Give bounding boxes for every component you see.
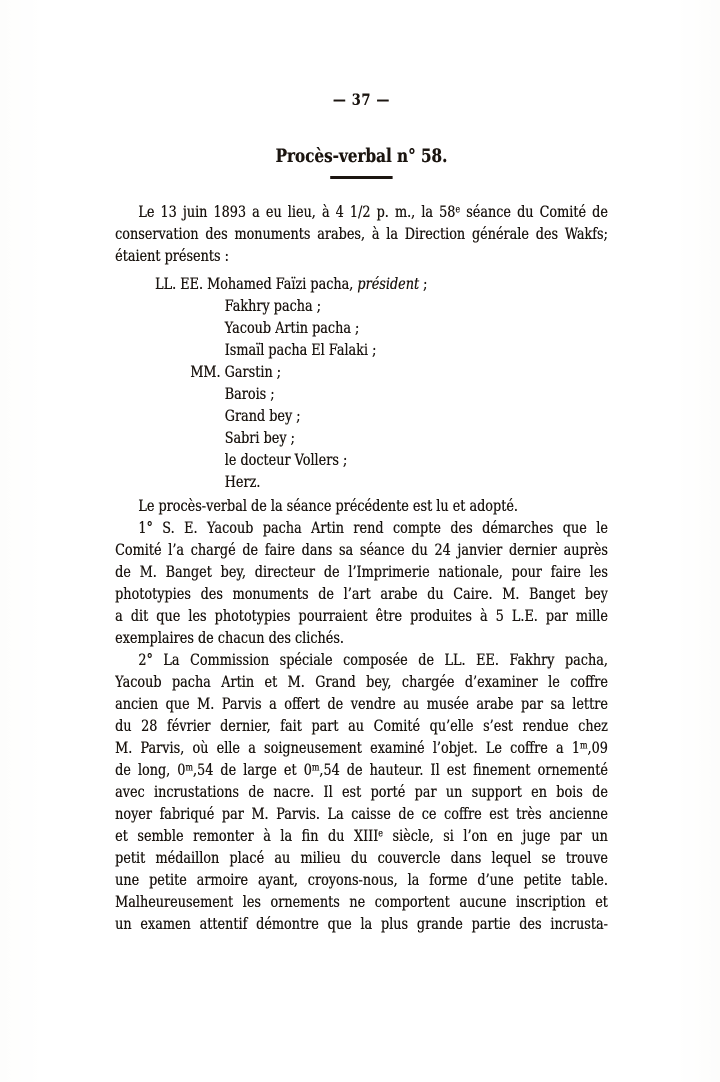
text-line: a dit que les phototypies pourraient être produites à 5 L.E. par mille	[115, 605, 608, 625]
text-line: Le 13 juin 1893 a eu lieu, à 4 1/2 p. m., la 58e séance du Comité de	[138, 201, 608, 221]
text-block	[115, 0, 608, 935]
text-line: exemplaires de chacun des clichés.	[115, 627, 344, 647]
text-line: phototypies des monuments de l’art arabe du Caire. M. Banget bey	[115, 583, 608, 603]
text-line: Malheureusement les ornements ne comportent aucune inscription et	[115, 891, 608, 911]
text-line: Yacoub pacha Artin et M. Grand bey, chargée d’examiner le coffre	[115, 671, 608, 691]
paragraph-adoption	[115, 495, 608, 517]
text-line: Barois ;	[224, 383, 275, 403]
text-line: du 28 février dernier, fait part au Comité qu’elle s’est rendue chez	[115, 715, 608, 735]
text-line: Fakhry pacha ;	[224, 295, 321, 315]
title-rule-divider	[330, 176, 392, 179]
text-line: un examen attentif démontre que la plus grande partie des incrusta-	[115, 913, 608, 933]
text-line: noyer fabriqué par M. Parvis. La caisse de ce coffre est très ancienne	[115, 803, 608, 823]
text-line: étaient présents :	[115, 245, 229, 265]
paragraph-item-2	[115, 649, 608, 935]
text-line: Sabri bey ;	[224, 427, 295, 447]
text-line: petit médaillon placé au milieu du couvercle dans lequel se trouve	[115, 847, 608, 867]
document-title: Procès-verbal n° 58.	[275, 145, 448, 167]
text-line: M. Parvis, où elle a soigneusement examiné l’objet. Le coffre a 1$^m$,09	[115, 737, 608, 757]
text-line: Grand bey ;	[224, 405, 301, 425]
text-line: LL. EE. Mohamed Faïzi pacha, président ;	[155, 273, 428, 293]
text-line: 1° S. E. Yacoub pacha Artin rend compte des démarches que le	[138, 517, 608, 537]
page-number: — 37 —	[332, 90, 390, 109]
text-line: de M. Banget bey, directeur de l’Imprimerie nationale, pour faire les	[115, 561, 608, 581]
text-line: une petite armoire ayant, croyons-nous, la forme d’une petite table.	[115, 869, 608, 889]
text-line: 2° La Commission spéciale composée de LL. EE. Fakhry pacha,	[138, 649, 608, 669]
text-line: MM. Garstin ;	[190, 361, 281, 381]
text-line: Yacoub Artin pacha ;	[224, 317, 360, 337]
text-line: le docteur Vollers ;	[224, 449, 348, 469]
paragraph-intro	[115, 201, 608, 267]
text-line: ancien que M. Parvis a offert de vendre au musée arabe par sa lettre	[115, 693, 608, 713]
text-line: conservation des monuments arabes, à la Direction générale des Wakfs;	[115, 223, 608, 243]
paragraph-container	[115, 201, 608, 935]
paragraph-attendees	[115, 273, 608, 493]
text-line: et semble remonter à la fin du XIIIe siècle, si l’on en juge par un	[115, 825, 608, 845]
text-line: de long, 0$^m$,54 de large et 0$^m$,54 de hauteur. Il est finement ornementé	[115, 759, 608, 779]
text-line: Herz.	[224, 471, 261, 491]
text-line: Ismaïl pacha El Falaki ;	[224, 339, 377, 359]
text-line: Le procès-verbal de la séance précédente est lu et adopté.	[138, 495, 518, 515]
paragraph-item-1	[115, 517, 608, 649]
text-line: avec incrustations de nacre. Il est porté par un support en bois de	[115, 781, 608, 801]
text-line: Comité l’a chargé de faire dans sa séance du 24 janvier dernier auprès	[115, 539, 608, 559]
